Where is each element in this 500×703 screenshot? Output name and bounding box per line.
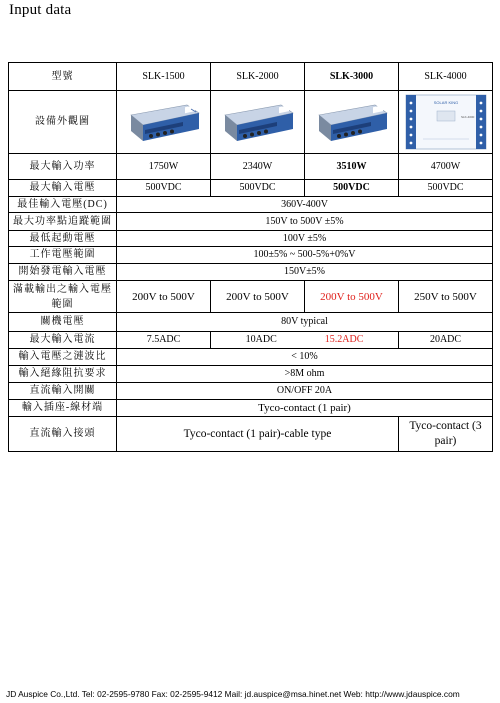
optimal-voltage-value: 360V-400V [117, 197, 493, 213]
label-appearance: 設備外觀圖 [9, 91, 117, 154]
label-model: 型號 [9, 63, 117, 91]
label-socket: 輸入插座-線材端 [9, 400, 117, 417]
photo-cell-1500 [117, 91, 211, 154]
mppt-range-value: 150V to 500V ±5% [117, 213, 493, 231]
label-working-range: 工作電壓範圍 [9, 247, 117, 264]
ripple-value: < 10% [117, 349, 493, 366]
label-connector: 直流輸入接頭 [9, 417, 117, 452]
model-slk4000: SLK-4000 [399, 63, 493, 91]
row-optimal-voltage [9, 197, 493, 213]
max-voltage-2000: 500VDC [211, 180, 305, 197]
shutdown-value: 80V typical [117, 313, 493, 332]
connector-cable-value: Tyco-contact (1 pair)-cable type [117, 417, 399, 452]
dc-switch-value: ON/OFF 20A [117, 383, 493, 400]
full-load-3000: 200V to 500V [305, 281, 399, 313]
label-insulation: 輸入絕緣阻抗要求 [9, 366, 117, 383]
row-min-start [9, 231, 493, 247]
label-full-load: 滿載輸出之輸入電壓範圍 [9, 281, 117, 313]
max-power-1500: 1750W [117, 154, 211, 180]
row-insulation [9, 366, 493, 383]
max-current-4000: 20ADC [399, 332, 493, 349]
inverter-unit-photo [313, 99, 391, 145]
label-min-start: 最低起動電壓 [9, 231, 117, 247]
max-power-4000: 4700W [399, 154, 493, 180]
page-title: Input data [9, 2, 72, 18]
row-connector [9, 417, 493, 452]
row-model [9, 63, 493, 91]
row-ripple [9, 349, 493, 366]
label-shutdown: 關機電壓 [9, 313, 117, 332]
row-shutdown [9, 313, 493, 332]
row-dc-switch [9, 383, 493, 400]
label-ripple: 輸入電壓之漣波比 [9, 349, 117, 366]
max-power-3000: 3510W [305, 154, 399, 180]
tall-inverter-photo [403, 93, 489, 151]
row-mppt-range [9, 213, 493, 231]
full-load-4000: 250V to 500V [399, 281, 493, 313]
row-full-load [9, 281, 493, 313]
photo-cell-4000 [399, 91, 493, 154]
max-current-2000-3000 [211, 332, 399, 349]
max-current-2000: 10ADC [245, 334, 277, 345]
working-range-value: 100±5% ~ 500-5%+0%V [117, 247, 493, 264]
svg-text:SLK-4000: SLK-4000 [460, 115, 474, 119]
gen-start-value: 150V±5% [117, 264, 493, 281]
max-voltage-1500: 500VDC [117, 180, 211, 197]
photo-cell-3000 [305, 91, 399, 154]
row-max-voltage [9, 180, 493, 197]
spec-table [8, 62, 493, 452]
label-dc-switch: 直流輸入開關 [9, 383, 117, 400]
svg-text:SOLAR KING: SOLAR KING [433, 100, 458, 105]
socket-value: Tyco-contact (1 pair) [117, 400, 493, 417]
full-load-2000: 200V to 500V [211, 281, 305, 313]
model-slk1500: SLK-1500 [117, 63, 211, 91]
row-max-power [9, 154, 493, 180]
connector-4000-value: Tyco-contact (3 pair) [399, 417, 493, 452]
max-voltage-3000: 500VDC [305, 180, 399, 197]
row-max-current [9, 332, 493, 349]
insulation-value: >8M ohm [117, 366, 493, 383]
row-appearance [9, 91, 493, 154]
footer-contact: JD Auspice Co.,Ltd. Tel: 02-2595-9780 Fax: 02-2595-9412 Mail: jd.auspice@msa.hinet.net Web: http://www.jdauspice.com [6, 689, 460, 699]
inverter-unit-photo [125, 99, 203, 145]
label-max-voltage: 最大輸入電壓 [9, 180, 117, 197]
row-socket [9, 400, 493, 417]
max-current-3000: 15.2ADC [324, 334, 364, 345]
max-voltage-4000: 500VDC [399, 180, 493, 197]
max-current-1500: 7.5ADC [117, 332, 211, 349]
max-power-2000: 2340W [211, 154, 305, 180]
row-working-range [9, 247, 493, 264]
model-slk3000: SLK-3000 [305, 63, 399, 91]
label-max-current: 最大輸入電流 [9, 332, 117, 349]
full-load-1500: 200V to 500V [117, 281, 211, 313]
photo-cell-2000 [211, 91, 305, 154]
row-gen-start [9, 264, 493, 281]
label-optimal-voltage: 最佳輸入電壓(DC) [9, 197, 117, 213]
label-max-power: 最大輸入功率 [9, 154, 117, 180]
label-gen-start: 開始發電輸入電壓 [9, 264, 117, 281]
model-slk2000: SLK-2000 [211, 63, 305, 91]
inverter-unit-photo [219, 99, 297, 145]
label-mppt-range: 最大功率點追蹤範圍 [9, 213, 117, 231]
min-start-value: 100V ±5% [117, 231, 493, 247]
